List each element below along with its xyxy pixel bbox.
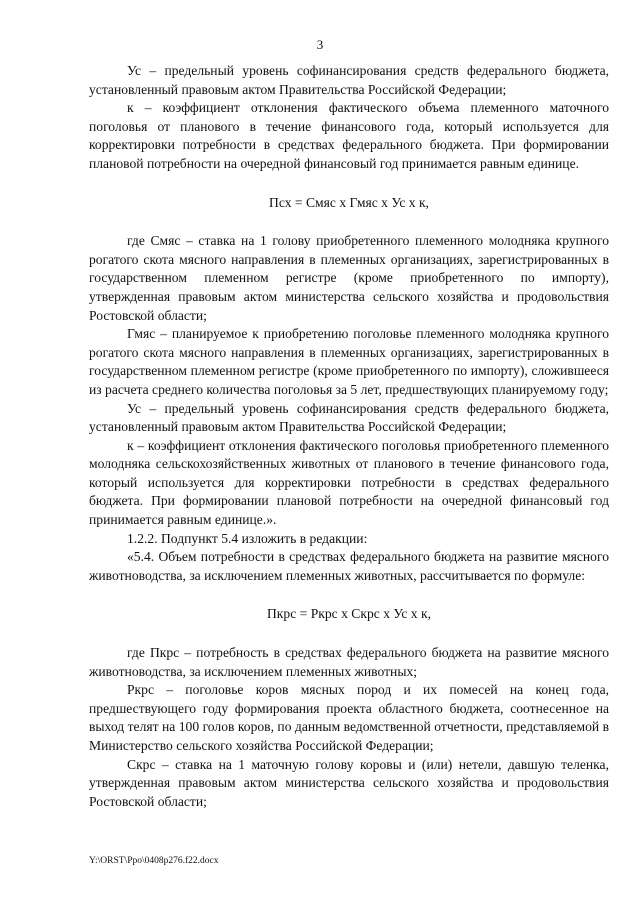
page-number: 3 [316, 37, 324, 52]
document-body [89, 62, 609, 811]
paragraph-gmyas-definition: Гмяс – планируемое к приобретению поголовье племенного молодняка крупного рогатого скота мясного направления в племенных организациях, зарегистрированных в государственном племенном регистре (кроме приобретенного по импорту), сложившееся из расчета среднего количества поголовья за 5 лет, предшествующих планируемому году; [89, 326, 609, 397]
formula-pkrs: Пкрс = Ркрс х Скрс х Ус х к, [266, 606, 432, 622]
paragraph-pkrs-definition: где Пкрс – потребность в средствах федерального бюджета на развитие мясного животноводства, за исключением племенных животных; [89, 645, 609, 679]
formula-psx: Псх = Смяс х Гмяс х Ус х к, [269, 194, 429, 210]
paragraph-k-definition-2: к – коэффициент отклонения фактического поголовья приобретенного племенного молодняка сельскохозяйственных животных от планового в течение финансового года, который используется для корректировки потребности в средствах федерального бюджета. При формировании плановой потребности на очередной финансовый год принимается равным единице.». [89, 437, 609, 528]
paragraph-smyas-definition: где Смяс – ставка на 1 голову приобретенного племенного молодняка крупного рогатого скота мясного направления в племенных организациях, зарегистрированных в государственном племенном регистре (кроме приобретенного по импорту), утвержденная правовым актом министерства сельского хозяйства и продовольствия Ростовской области; [89, 233, 609, 323]
paragraph-clause-5-4: «5.4. Объем потребности в средствах федерального бюджета на развитие мясного животноводства, за исключением племенных животных, рассчитывается по формуле: [89, 549, 609, 583]
paragraph-rkrs-definition: Ркрс – поголовье коров мясных пород и их помесей на конец года, предшествующего году формирования проекта областного бюджета, соотнесенное на выход телят на 100 голов коров, по данным ведомственной отчетности, представляемой в Министерство сельского хозяйства Российской Федерации; [89, 682, 609, 753]
paragraph-skrs-definition: Скрс – ставка на 1 маточную голову коровы и (или) нетели, давшую теленка, утвержденная правовым актом министерства сельского хозяйства и продовольствия Ростовской области; [89, 756, 609, 809]
paragraph-us-definition: Ус – предельный уровень софинансирования средств федерального бюджета, установленный правовым актом Правительства Российской Федерации; [89, 63, 609, 97]
paragraph-subclause-1-2-2: 1.2.2. Подпункт 5.4 изложить в редакции: [127, 530, 368, 546]
paragraph-us-definition-2: Ус – предельный уровень софинансирования средств федерального бюджета, установленный правовым актом Правительства Российской Федерации; [89, 400, 609, 435]
paragraph-k-definition: к – коэффициент отклонения фактического объема племенного маточного поголовья от планового в течение финансового года, который используется для корректировки потребности в средствах федерального бюджета. При формировании плановой потребности на очередной финансовый год принимается равным единице. [89, 100, 609, 171]
file-path-footer: Y:\ORST\Ppo\0408p276.f22.docx [89, 856, 219, 866]
